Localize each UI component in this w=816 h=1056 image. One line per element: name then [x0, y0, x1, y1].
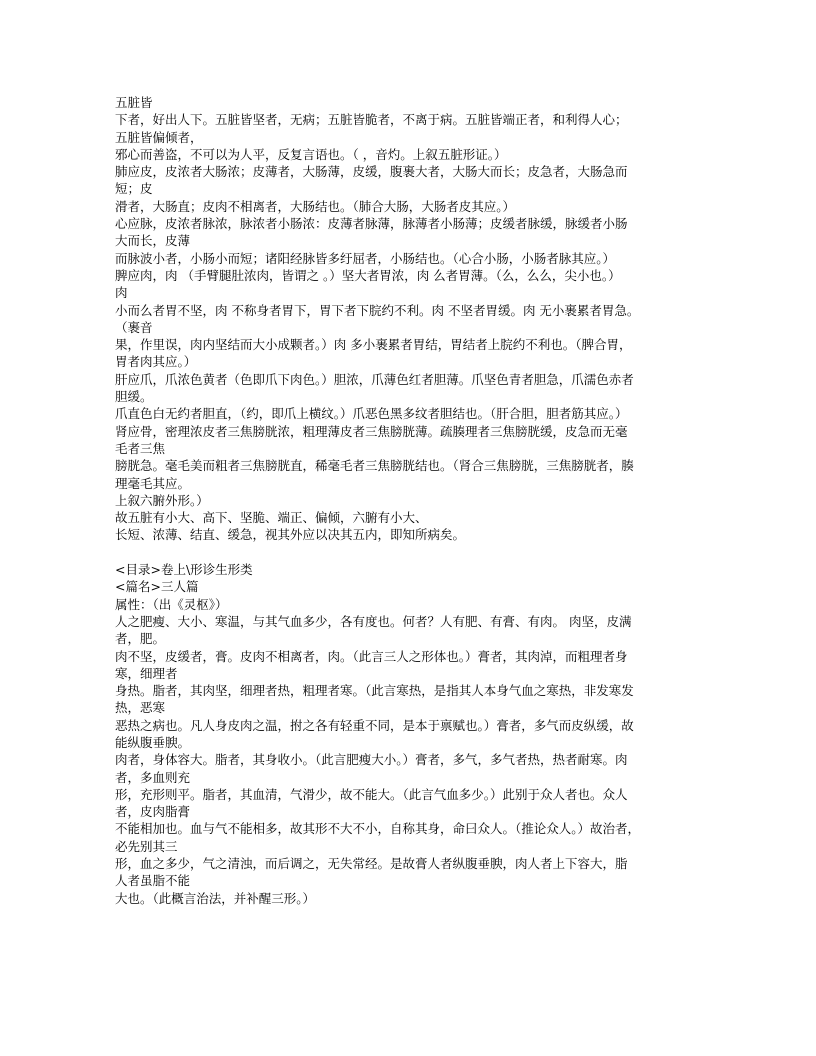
text-line: 下者，好出人下。五脏皆坚者，无病；五脏皆脆者，不离于病。五脏皆端正者，和利得人心； [115, 112, 628, 128]
sanren-body [115, 613, 728, 907]
text-line: 肺应皮，皮浓者大肠浓；皮薄者，大肠薄，皮缓，腹裹大者，大肠大而长；皮急者，大肠急而 [115, 164, 628, 180]
section-five-zang-six-fu [115, 94, 728, 544]
pian-name-line: <篇名>三人篇 [115, 579, 199, 595]
text-line: 大而长，皮薄 [115, 233, 191, 249]
text-line: 恶热之病也。凡人身皮肉之温，拊之各有轻重不同，是本于禀赋也。）膏者，多气而皮纵缓，故 [115, 717, 634, 733]
text-line: 肉不坚，皮缓者，膏。皮肉不相离者，肉。（此言三人之形体也。）膏者，其肉淖，而粗理者身 [115, 648, 628, 664]
text-line: 上叙六腑外形。） [115, 492, 209, 508]
text-line: 热，恶寒 [115, 700, 166, 716]
text-line: 者，皮肉脂膏 [115, 804, 191, 820]
text-line: 者，肥。 [115, 631, 166, 647]
text-line: 爪直色白无约者胆直，（约，即爪上横纹。）爪恶色黑多纹者胆结也。（肝合胆，胆者筋其应。） [115, 406, 628, 422]
text-line: 肾应骨，密理浓皮者三焦膀胱浓，粗理薄皮者三焦膀胱薄。疏腠理者三焦膀胱缓，皮急而无毫 [115, 423, 628, 439]
text-line: 形，充形则平。脂者，其血清，气滑少，故不能大。（此言气血多少。）此别于众人者也。众人 [115, 786, 628, 802]
text-line: 肝应爪，爪浓色黄者（色即爪下肉色。）胆浓，爪薄色红者胆薄。爪坚色青者胆急，爪濡色赤者 [115, 371, 634, 387]
text-line: 肉 [115, 285, 128, 301]
text-line: 人者虽脂不能 [115, 873, 191, 889]
toc-path-line: <目录>卷上\形诊生形类 [115, 562, 253, 578]
section-sanren-pian [115, 561, 728, 907]
text-line: 小而么者胃不坚，肉 不称身者胃下，胃下者下脘约不利。肉 不坚者胃缓。肉 无小裹累者胃急。 [115, 302, 640, 318]
text-line: 大也。（此概言治法，并补醒三形。） [115, 890, 316, 906]
text-line: 肉者，身体容大。脂者，其身收小。（此言肥瘦大小。）膏者，多气，多气者热，热者耐寒。肉 [115, 752, 628, 768]
attribute-line: 属性：（出《灵枢》） [115, 596, 228, 612]
text-line: 胆缓。 [115, 389, 153, 405]
text-line: 者，多血则充 [115, 769, 191, 785]
text-line: 寒，细理者 [115, 665, 178, 681]
text-line: 故五脏有小大、高下、坚脆、端正、偏倾，六腑有小大、 [115, 510, 428, 526]
text-line: 必先别其三 [115, 838, 178, 854]
text-line: 五脏皆偏倾者， [115, 129, 203, 145]
text-line: 毛者三焦 [115, 440, 166, 456]
text-line: 不能相加也。血与气不能相多，故其形不大不小，自称其身，命曰众人。（推论众人。）故治者， [115, 821, 641, 837]
text-line: 脾应肉，肉 （手臂腿肚浓肉，皆谓之 。）坚大者胃浓，肉 么者胃薄。（么，么么，尖小也。） [115, 267, 621, 283]
text-line: 胃者肉其应。） [115, 354, 197, 370]
text-line: 心应脉，皮浓者脉浓，脉浓者小肠浓：皮薄者脉薄，脉薄者小肠薄；皮缓者脉缓，脉缓者小肠 [115, 216, 628, 232]
text-line: 长短、浓薄、结直、缓急，视其外应以决其五内，即知所病矣。 [115, 527, 466, 543]
text-line: 滑者，大肠直；皮肉不相离者，大肠结也。（肺合大肠，大肠者皮其应。） [115, 198, 516, 214]
text-line: 五脏皆 [115, 95, 153, 110]
text-line: 而脉波小者，小肠小而短；诸阳经脉皆多纡屈者，小肠结也。（心合小肠，小肠者脉其应。） [115, 250, 616, 266]
text-line: 短；皮 [115, 181, 153, 197]
text-line: 形，血之多少，气之清浊，而后调之，无失常经。是故膏人者纵腹垂腴，肉人者上下容大，脂 [115, 856, 628, 872]
text-line: 能纵腹垂腴。 [115, 734, 191, 750]
text-line: 人之肥瘦、大小、寒温，与其气血多少，各有度也。何者？人有肥、有膏、有肉。 肉坚，皮满 [115, 613, 632, 629]
text-line: 果，作里误，肉内坚结而大小成颗者。）肉 多小裹累者胃结，胃结者上脘约不利也。（脾合胃， [115, 337, 632, 353]
text-line: （裹音 [115, 319, 153, 335]
text-line: 邪心而善盗，不可以为人平，反复言语也。（ ，音灼。上叙五脏形证。） [115, 146, 507, 162]
text-line: 理毫毛其应。 [115, 475, 191, 491]
text-line: 膀胱急。毫毛美而粗者三焦膀胱直，稀毫毛者三焦膀胱结也。（肾合三焦膀胱，三焦膀胱者，腠 [115, 458, 634, 474]
text-line: 身热。脂者，其肉坚，细理者热，粗理者寒。（此言寒热，是指其人本身气血之寒热，非发寒发 [115, 683, 634, 699]
